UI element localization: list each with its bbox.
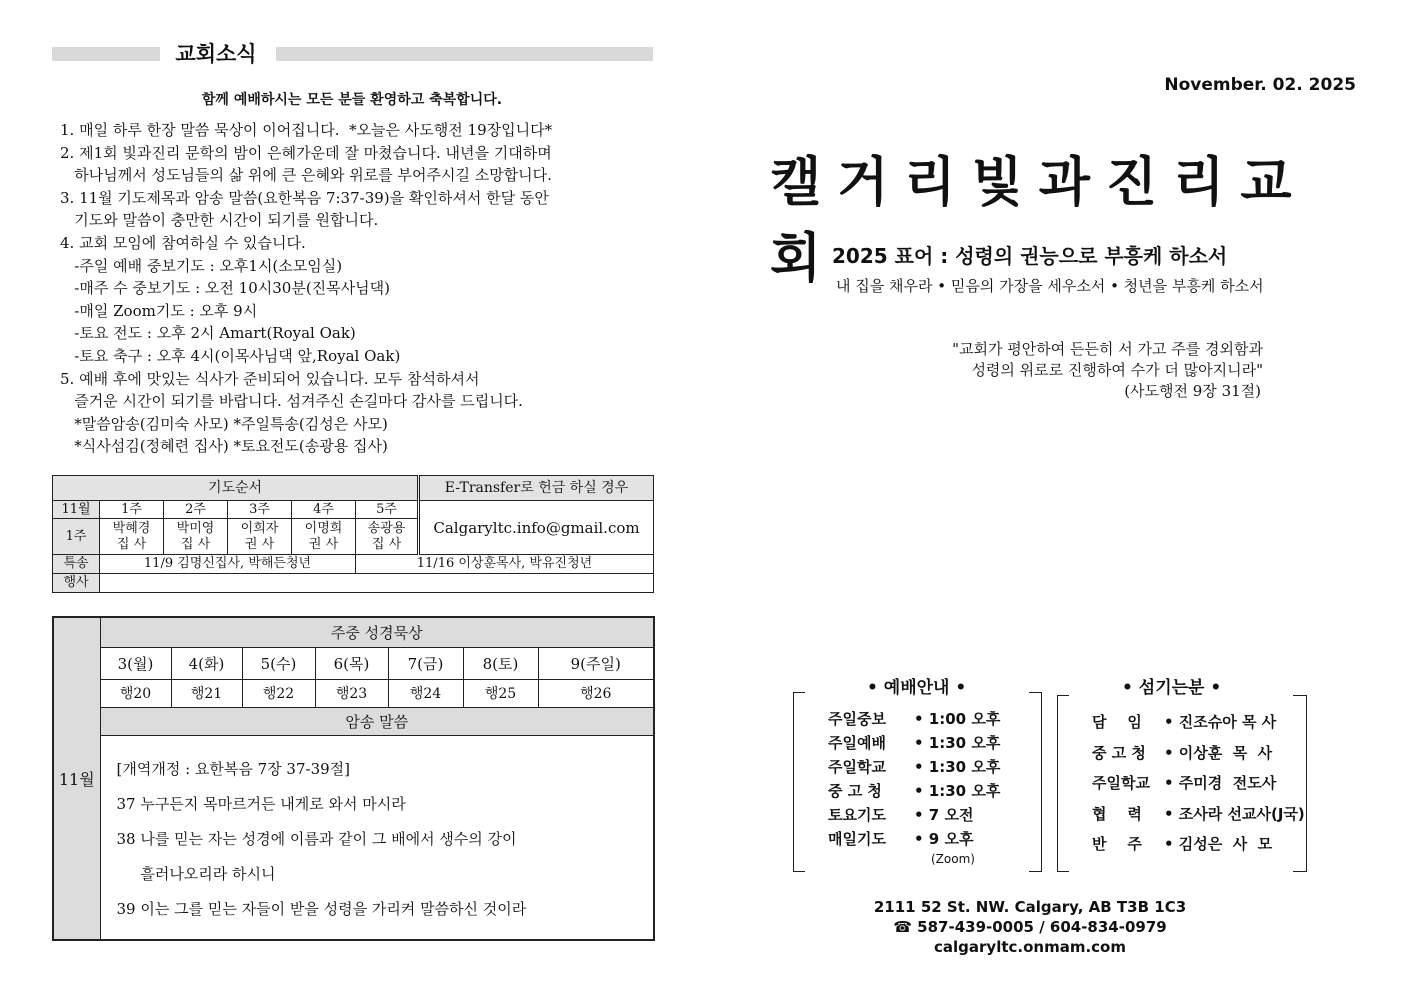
server-row — [1092, 829, 1305, 860]
header-bar-left — [52, 47, 160, 61]
prayer-cell-2: 박미영 집 사 — [164, 519, 228, 555]
special-label: 특송 — [53, 555, 100, 574]
etransfer-email: Calgaryltc.info@gmail.com — [419, 501, 654, 555]
verse-line: 38 나를 믿는 자는 성경에 이름과 같이 그 배에서 생수의 강이 — [116, 829, 517, 848]
event-cell — [100, 574, 654, 593]
day-1: 3(월) — [100, 647, 171, 679]
worship-row — [828, 803, 1000, 827]
etransfer-header: E-Transfer로 헌금 하실 경우 — [419, 476, 654, 501]
server-role: 반 주 — [1092, 835, 1142, 853]
reading-7: 행26 — [538, 679, 654, 707]
reading-6: 행25 — [463, 679, 538, 707]
news-line: 2. 제1회 빛과진리 문학의 밤이 은혜가운데 잘 마쳤습니다. 내년을 기대하며 — [60, 143, 552, 162]
header-bar-right — [276, 47, 653, 61]
worship-name: 주일중보 — [828, 710, 886, 728]
news-line: 즐거운 시간이 되기를 바랍니다. 섬겨주신 손길마다 감사를 드립니다. — [60, 392, 523, 411]
church-name: 캘거리빛과진리교회 — [770, 152, 1308, 289]
worship-row — [828, 707, 1000, 731]
special-2: 11/16 이상훈목사, 박유진청년 — [356, 555, 654, 574]
day-4: 6(목) — [315, 647, 388, 679]
days-row — [53, 647, 654, 679]
news-line: 하나님께서 성도님들의 삶 위에 큰 은혜와 위로를 부어주시길 소망합니다. — [60, 166, 552, 185]
day-7: 9(주일) — [538, 647, 654, 679]
week-5: 5주 — [356, 501, 419, 519]
server-row — [1092, 707, 1305, 738]
prayer-cell-4: 이명희 권 사 — [292, 519, 356, 555]
meditation-month: 11월 — [53, 617, 100, 940]
news-line: 5. 예배 후에 맛있는 식사가 준비되어 있습니다. 모두 참석하셔서 — [60, 369, 480, 388]
news-line: -매일 Zoom기도 : 오후 9시 — [60, 301, 258, 320]
server-row — [1092, 799, 1305, 830]
month-label: 11월 — [53, 501, 100, 519]
week-2: 2주 — [164, 501, 228, 519]
week-4: 4주 — [292, 501, 356, 519]
worship-time: • 1:30 오후 — [914, 782, 1001, 800]
server-row — [1092, 738, 1305, 769]
scripture-quote: "교회가 평안하여 든든히 서 가고 주를 경외함과 성령의 위로로 진행하여 수가 더 많아지니라" (사도행전 9장 31절) — [952, 340, 1263, 400]
worship-time: • 1:00 오후 — [914, 710, 1001, 728]
server-role: 담 임 — [1092, 713, 1142, 731]
memory-verses — [100, 735, 654, 940]
worship-name: 주일예배 — [828, 734, 886, 752]
worship-name: 중 고 청 — [828, 782, 882, 800]
reading-5: 행24 — [388, 679, 463, 707]
news-line: -토요 전도 : 오후 2시 Amart(Royal Oak) — [60, 324, 356, 343]
servers-title: • 섬기는분 • — [1122, 678, 1222, 698]
worship-name: 매일기도 — [828, 830, 886, 848]
meditation-table — [52, 616, 655, 941]
server-person: • 조사라 선교사(J국) — [1164, 804, 1305, 823]
server-role: 협 력 — [1092, 804, 1142, 823]
prayer-cell-3: 이희자 권 사 — [228, 519, 292, 555]
server-person: • 이상훈 목 사 — [1164, 743, 1273, 762]
news-line: 4. 교회 모임에 참여하실 수 있습니다. — [60, 233, 306, 252]
reading-1: 행20 — [100, 679, 171, 707]
server-person: • 주미경 전도사 — [1164, 774, 1277, 792]
worship-time: • 9 오후 — [914, 830, 974, 848]
news-list — [60, 119, 660, 458]
zoom-note: (Zoom) — [931, 852, 975, 866]
section-title: 교회소식 — [160, 40, 272, 68]
server-person: • 김성은 사 모 — [1164, 835, 1273, 853]
worship-row — [828, 731, 1000, 755]
week-1: 1주 — [100, 501, 164, 519]
prayer-order-header: 기도순서 — [53, 476, 419, 501]
day-2: 4(화) — [171, 647, 242, 679]
verse-line: 37 누구든지 목마르거든 내게로 와서 마시라 — [116, 794, 406, 813]
website: calgaryltc.onmam.com — [934, 938, 1126, 956]
readings-row — [53, 679, 654, 707]
prayer-table — [52, 475, 654, 593]
reading-4: 행23 — [315, 679, 388, 707]
event-label: 행사 — [53, 574, 100, 593]
server-person: • 진조슈아 목 사 — [1164, 713, 1277, 731]
news-line: -토요 축구 : 오후 4시(이목사님댁 앞,Royal Oak) — [60, 346, 401, 365]
worship-time: • 7 오전 — [914, 806, 974, 824]
motto-sub: 내 집을 채우라 • 믿음의 가장을 세우소서 • 청년을 부흥케 하소서 — [836, 277, 1264, 295]
memory-header: 암송 말씀 — [100, 707, 654, 735]
verse-line: 39 이는 그를 믿는 자들이 받을 성령을 가리켜 말씀하신 것이라 — [116, 899, 527, 918]
news-line: 1. 매일 하루 한장 말씀 묵상이 이어집니다. *오늘은 사도행전 19장입니다* — [60, 121, 553, 139]
church-address — [780, 897, 1280, 957]
special-1: 11/9 김명신집사, 박해든청년 — [100, 555, 356, 574]
news-line: *말씀암송(김미숙 사모) *주일특송(김성은 사모) — [60, 414, 388, 433]
worship-time: • 1:30 오후 — [914, 758, 1001, 776]
server-role: 중 고 청 — [1092, 743, 1146, 762]
worship-title: • 예배안내 • — [867, 678, 967, 698]
verse-line: [개역개정 : 요한복음 7장 37-39절] — [116, 759, 351, 778]
reading-2: 행21 — [171, 679, 242, 707]
server-row — [1092, 768, 1305, 799]
verse-line: 흘러나오리라 하시니 — [116, 864, 276, 883]
servers-list — [1092, 707, 1305, 860]
street-address: 2111 52 St. NW. Calgary, AB T3B 1C3 — [873, 898, 1187, 916]
meditation-header: 주중 성경묵상 — [100, 617, 654, 647]
day-5: 7(금) — [388, 647, 463, 679]
news-line: 기도와 말씀이 충만한 시간이 되기를 원합니다. — [60, 211, 379, 230]
worship-schedule — [828, 707, 1000, 851]
week-3: 3주 — [228, 501, 292, 519]
worship-row — [828, 779, 1000, 803]
news-line: -매주 수 중보기도 : 오전 10시30분(진목사님댁) — [60, 279, 390, 298]
day-6: 8(토) — [463, 647, 538, 679]
row-label: 1주 — [53, 519, 100, 555]
server-role: 주일학교 — [1092, 774, 1150, 792]
news-line: *식사섬김(정혜련 집사) *토요전도(송광용 집사) — [60, 437, 388, 456]
day-3: 5(수) — [242, 647, 315, 679]
worship-row — [828, 755, 1000, 779]
worship-row — [828, 827, 1000, 851]
news-line: 3. 11월 기도제목과 암송 말씀(요한복음 7:37-39)을 확인하셔서 한달 동안 — [60, 188, 549, 207]
phone-numbers: ☎ 587-439-0005 / 604-834-0979 — [893, 918, 1167, 936]
bulletin-date: November. 02. 2025 — [1164, 75, 1356, 95]
prayer-cell-1: 박혜경 집 사 — [100, 519, 164, 555]
motto: 2025 표어 : 성령의 권능으로 부흥케 하소서 — [832, 244, 1228, 268]
prayer-cell-5: 송광용 집 사 — [356, 519, 419, 555]
news-line: -주일 예배 중보기도 : 오후1시(소모임실) — [60, 256, 343, 275]
worship-time: • 1:30 오후 — [914, 734, 1001, 752]
reading-3: 행22 — [242, 679, 315, 707]
worship-name: 토요기도 — [828, 806, 886, 824]
welcome-text: 함께 예배하시는 모든 분들 환영하고 축복합니다. — [201, 92, 503, 108]
worship-name: 주일학교 — [828, 758, 886, 776]
